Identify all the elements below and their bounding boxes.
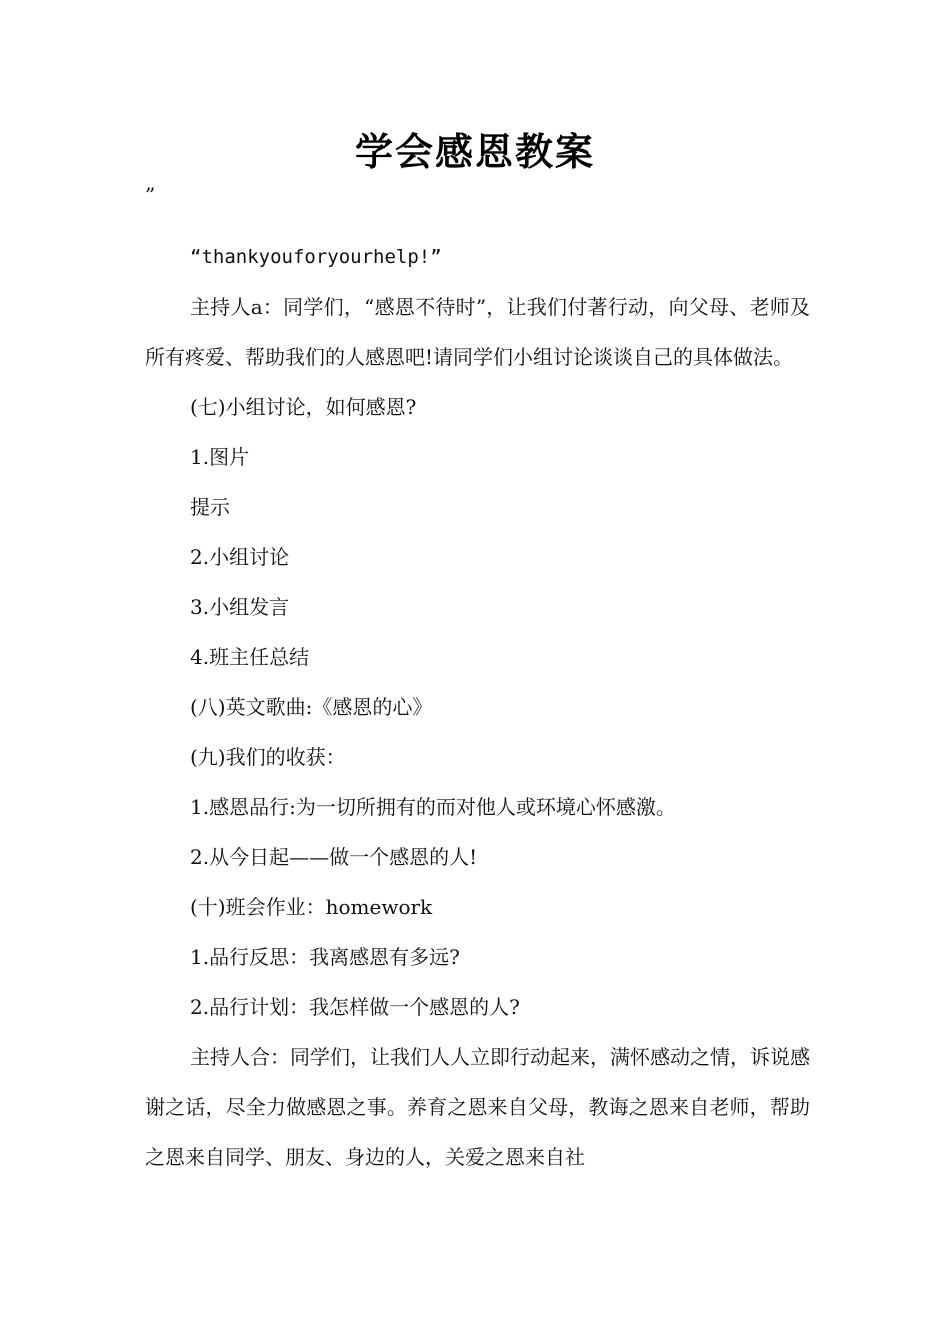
paragraph-section-10: (十)班会作业：homework — [190, 895, 433, 919]
list-item: 2.从今日起——做一个感恩的人! — [190, 845, 478, 869]
stray-quote-mark: ” — [145, 183, 156, 207]
list-item: 4.班主任总结 — [190, 645, 310, 669]
list-item: 1.感恩品行:为一切所拥有的而对他人或环境心怀感激。 — [190, 795, 676, 819]
list-item: 1.图片 — [190, 445, 250, 469]
list-item: 1.品行反思：我离感恩有多远? — [190, 945, 460, 969]
paragraph-section-7: (七)小组讨论，如何感恩? — [190, 395, 417, 419]
list-item: 2.品行计划：我怎样做一个感恩的人? — [190, 995, 520, 1019]
document-body — [145, 232, 810, 1182]
paragraph-english-quote: “thankyouforyourhelp!” — [190, 246, 442, 268]
list-item: 2.小组讨论 — [190, 545, 290, 569]
document-title: 学会感恩教案 — [354, 130, 595, 174]
paragraph-section-8: (八)英文歌曲:《感恩的心》 — [190, 695, 433, 719]
list-item: 提示 — [190, 495, 230, 519]
paragraph-host-combined: 主持人合：同学们，让我们人人立即行动起来，满怀感动之情，诉说感谢之话，尽全力做感恩之事。养育之恩来自父母，教诲之恩来自老师，帮助之恩来自同学、朋友、身边的人，关爱之恩来自社 — [145, 1045, 810, 1169]
list-item: 3.小组发言 — [190, 595, 290, 619]
paragraph-host-a: 主持人a：同学们，“感恩不待时”，让我们付著行动，向父母、老师及所有疼爱、帮助我们的人感恩吧!请同学们小组讨论谈谈自己的具体做法。 — [145, 295, 810, 369]
paragraph-section-9: (九)我们的收获： — [190, 745, 346, 769]
